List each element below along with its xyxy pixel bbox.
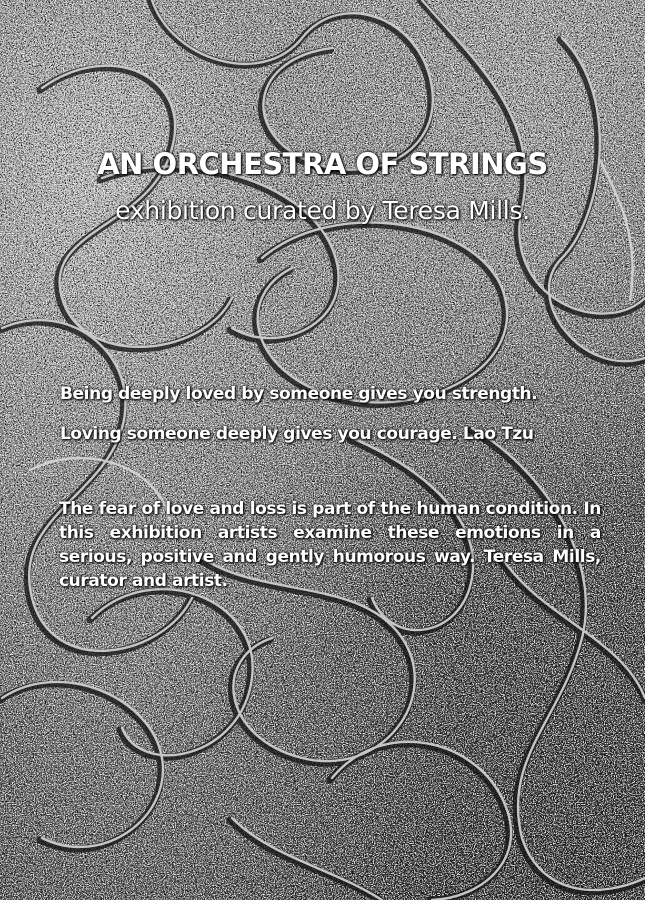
exhibition-title: AN ORCHESTRA OF STRINGS: [97, 147, 548, 181]
quote-line-1: Being deeply loved by someone gives you strength.: [60, 384, 538, 404]
exhibition-description: The fear of love and loss is part of the human condition. In this exhibition artists examine these emotions in a serious, positive and gently humorous way. Teresa Mills, curator and artist.: [59, 499, 601, 591]
curator-subtitle: exhibition curated by Teresa Mills.: [115, 196, 530, 225]
quote-line-2: Loving someone deeply gives you courage. Lao Tzu: [60, 424, 534, 444]
